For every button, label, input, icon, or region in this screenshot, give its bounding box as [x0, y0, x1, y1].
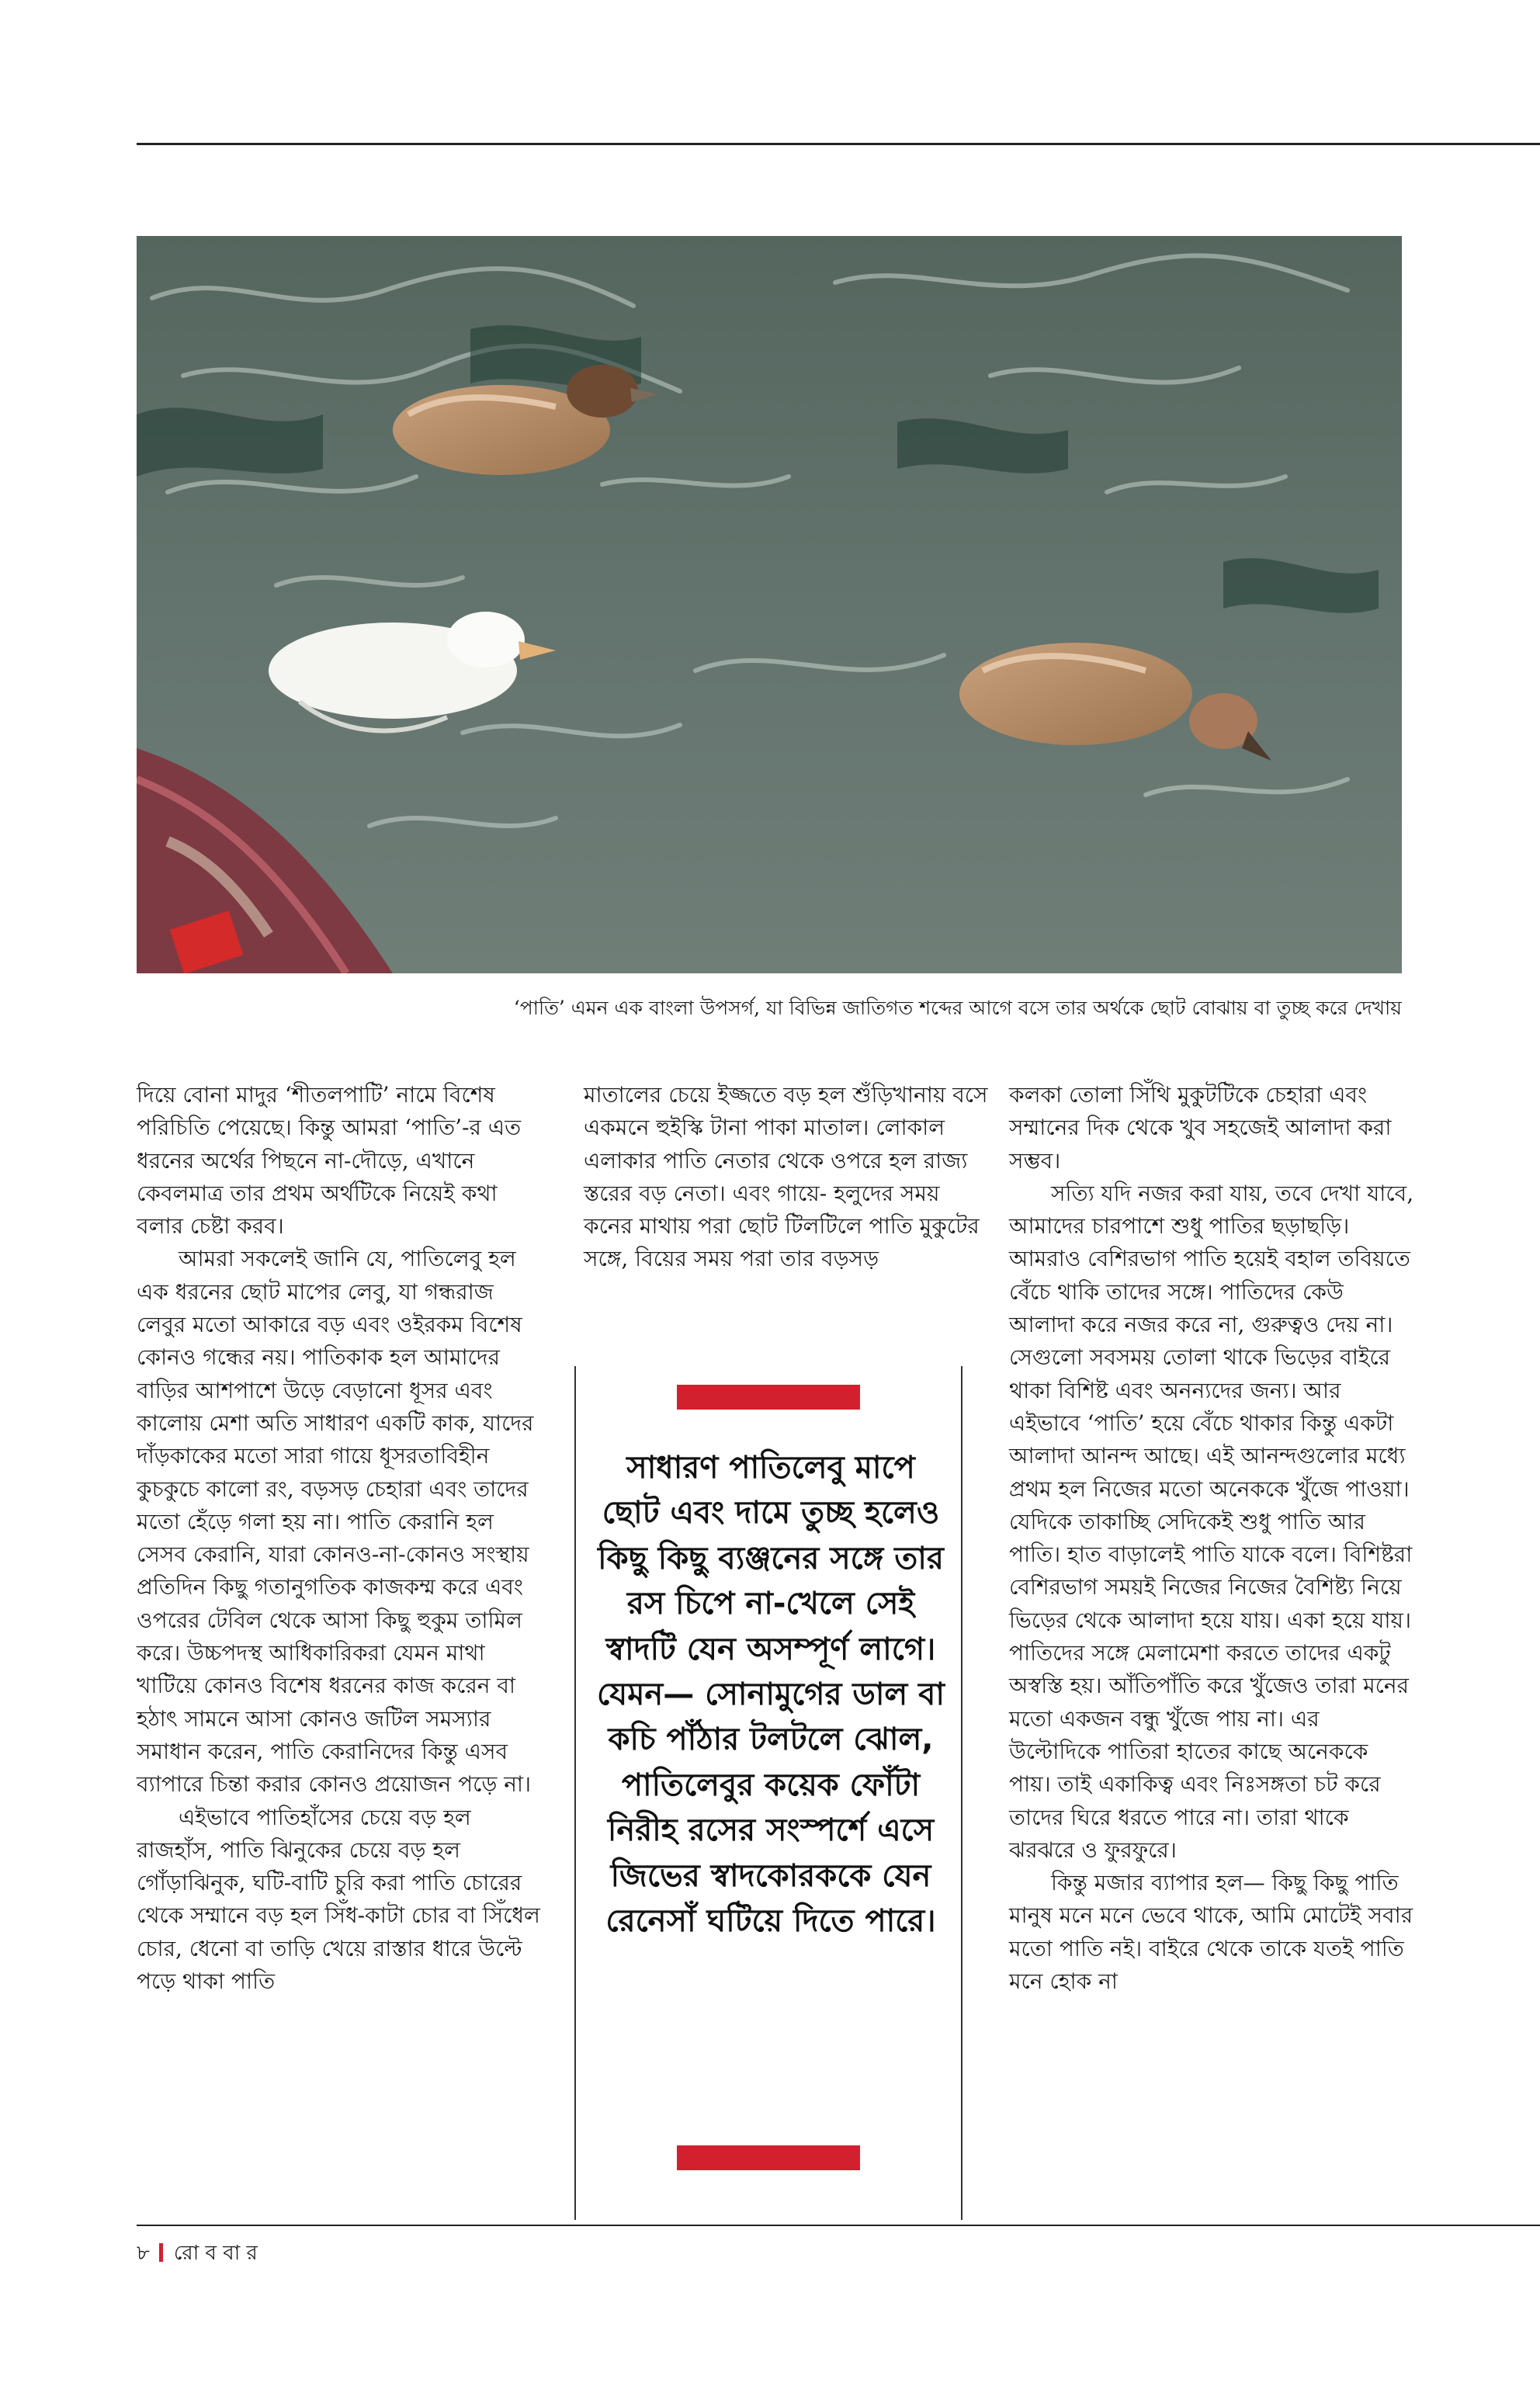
ducks-photo	[137, 236, 1402, 973]
column-divider	[961, 1366, 962, 2220]
article-paragraph: কলকা তোলা সিঁথি মুকুটটিকে চেহারা এবং সম্মানের দিক থেকে খুব সহজেই আলাদা করা সম্ভব।	[1009, 1082, 1392, 1174]
article-paragraph: দিয়ে বোনা মাদুর ‘শীতলপাটি’ নামে বিশেষ পরিচিতি পেয়েছে। কিন্তু আমরা ‘পাতি’-র এত ধরনের অর্থের পিছনে না-দৌড়ে, এখানে কেবলমাত্র তার প্রথম অর্থটিকে নিয়েই কথা বলার চেষ্টা করব।	[137, 1082, 522, 1240]
bottom-rule	[137, 2225, 1540, 2226]
photo-caption: ‘পাতি’ এমন এক বাংলা উপসর্গ, যা বিভিন্ন জাতিগত শব্দের আগে বসে তার অর্থকে ছোট বোঝায় বা তুচ্ছ করে দেখায়	[513, 997, 1402, 1019]
article-column-1	[137, 1079, 546, 1998]
article-paragraph: সত্যি যদি নজর করা যায়, তবে দেখা যাবে, আমাদের চারপাশে শুধু পাতির ছড়াছড়ি। আমরাও বেশিরভাগ পাতি হয়েই বহাল তবিয়তে বেঁচে থাকি তাদের সঙ্গে। পাতিদের কেউ আলাদা করে নজর করে না, গুরুত্বও দেয় না। সেগুলো সবসময় তোলা থাকে ভিড়ের বাইরে থাকা বিশিষ্ট এবং অনন্যদের জন্য। আর এইভাবে ‘পাতি’ হয়ে বেঁচে থাকার কিন্তু একটা আলাদা আনন্দ আছে। এই আনন্দগুলোর মধ্যে প্রথম হল নিজের মতো অনেককে খুঁজে পাওয়া। যেদিকে তাকাচ্ছি সেদিকেই শুধু পাতি আর পাতি। হাত বাড়ালেই পাতি যাকে বলে। বিশিষ্টরা বেশিরভাগ সময়ই নিজের নিজের বৈশিষ্ট্য নিয়ে ভিড়ের থেকে আলাদা হয়ে যায়। একা হয়ে যায়। পাতিদের সঙ্গে মেলামেশা করতে তাদের একটু অস্বস্তি হয়। আঁতিপাঁতি করে খুঁজেও তারা মনের মতো একজন বন্ধু খুঁজে পায় না। এর উল্টোদিকে পাতিরা হাতের কাছে অনেককে পায়। তাই একাকিত্ব এবং নিঃসঙ্গতা চট করে তাদের ঘিরে ধরতে পারে না। তারা থাকে ঝরঝরে ও ফুরফুরে।	[1009, 1180, 1414, 1863]
column-divider	[574, 1366, 576, 2220]
water-surface	[137, 236, 1402, 973]
article-column-3	[1009, 1079, 1414, 1998]
article-column-2	[584, 1079, 989, 1276]
pullquote	[596, 1445, 945, 1944]
article-paragraph: এইভাবে পাতিহাঁসের চেয়ে বড় হল রাজহাঁস, পাতি ঝিনুকের চেয়ে বড় হল গোঁড়াঝিনুক, ঘটি-বাটি চুরি করা পাতি চোরের থেকে সম্মানে বড় হল সিঁধ-কাটা চোর বা সিঁধেল চোর, ধেনো বা তাড়ি খেয়ে রাস্তার ধারে উল্টে পড়ে থাকা পাতি	[137, 1804, 540, 1995]
footer-separator	[159, 2243, 163, 2262]
top-rule	[137, 143, 1540, 145]
pullquote-bottom-bar	[677, 2145, 860, 2170]
page-number: ৮	[137, 2242, 150, 2265]
article-paragraph: মাতালের চেয়ে ইজ্জতে বড় হল শুঁড়িখানায় বসে একমনে হুইস্কি টানা পাকা মাতাল। লোকাল এলাকার পাতি নেতার থেকে ওপরে হল রাজ্য স্তরের বড় নেতা। এবং গায়ে- হলুদের সময় কনের মাথায় পরা ছোট টিলটিলে পাতি মুকুটের সঙ্গে, বিয়ের সময় পরা তার বড়সড়	[584, 1082, 988, 1272]
article-paragraph: কিন্তু মজার ব্যাপার হল— কিছু কিছু পাতি মানুষ মনে মনে ভেবে থাকে, আমি মোটেই সবার মতো পাতি নই। বাইরে থেকে তাকে যতই পাতি মনে হোক না	[1009, 1870, 1413, 1995]
page-footer	[137, 2240, 258, 2266]
article-paragraph: আমরা সকলেই জানি যে, পাতিলেবু হল এক ধরনের ছোট মাপের লেবু, যা গন্ধরাজ লেবুর মতো আকারে বড় এবং ওইরকম বিশেষ কোনও গন্ধের নয়। পাতিকাক হল আমাদের বাড়ির আশপাশে উড়ে বেড়ানো ধূসর এবং কালোয় মেশা অতি সাধারণ একটি কাক, যাদের দাঁড়কাকের মতো সারা গায়ে ধূসরতাবিহীন কুচকুচে কালো রং, বড়সড় চেহারা এবং তাদের মতো হেঁড়ে গলা হয় না। পাতি কেরানি হল সেসব কেরানি, যারা কোনও-না-কোনও সংস্থায় প্রতিদিন কিছু গতানুগতিক কাজকম্ম করে এবং ওপরের টেবিল থেকে আসা কিছু হুকুম তামিল করে। উচ্চপদস্থ আধিকারিকরা যেমন মাথা খাটিয়ে কোনও বিশেষ ধরনের কাজ করেন বা হঠাৎ সামনে আসা কোনও জটিল সমস্যার সমাধান করেন, পাতি কেরানিদের কিন্তু এসব ব্যাপারে চিন্তা করার কোনও প্রয়োজন পড়ে না।	[137, 1246, 534, 1798]
pullquote-top-bar	[677, 1385, 860, 1410]
ducks-illustration	[137, 236, 1402, 973]
magazine-name: রো ব বা র	[173, 2242, 258, 2265]
pullquote-text: সাধারণ পাতিলেবু মাপে ছোট এবং দামে তুচ্ছ হলেও কিছু কিছু ব্যঞ্জনের সঙ্গে তার রস চিপে না-খেলে সেই স্বাদটি যেন অসম্পূর্ণ লাগে। যেমন— সোনামুগের ডাল বা কচি পাঁঠার টলটলে ঝোল, পাতিলেবুর কয়েক ফোঁটা নিরীহ রসের সংস্পর্শে এসে জিভের স্বাদকোরককে যেন রেনেসাঁ ঘটিয়ে দিতে পারে।	[596, 1450, 945, 1940]
